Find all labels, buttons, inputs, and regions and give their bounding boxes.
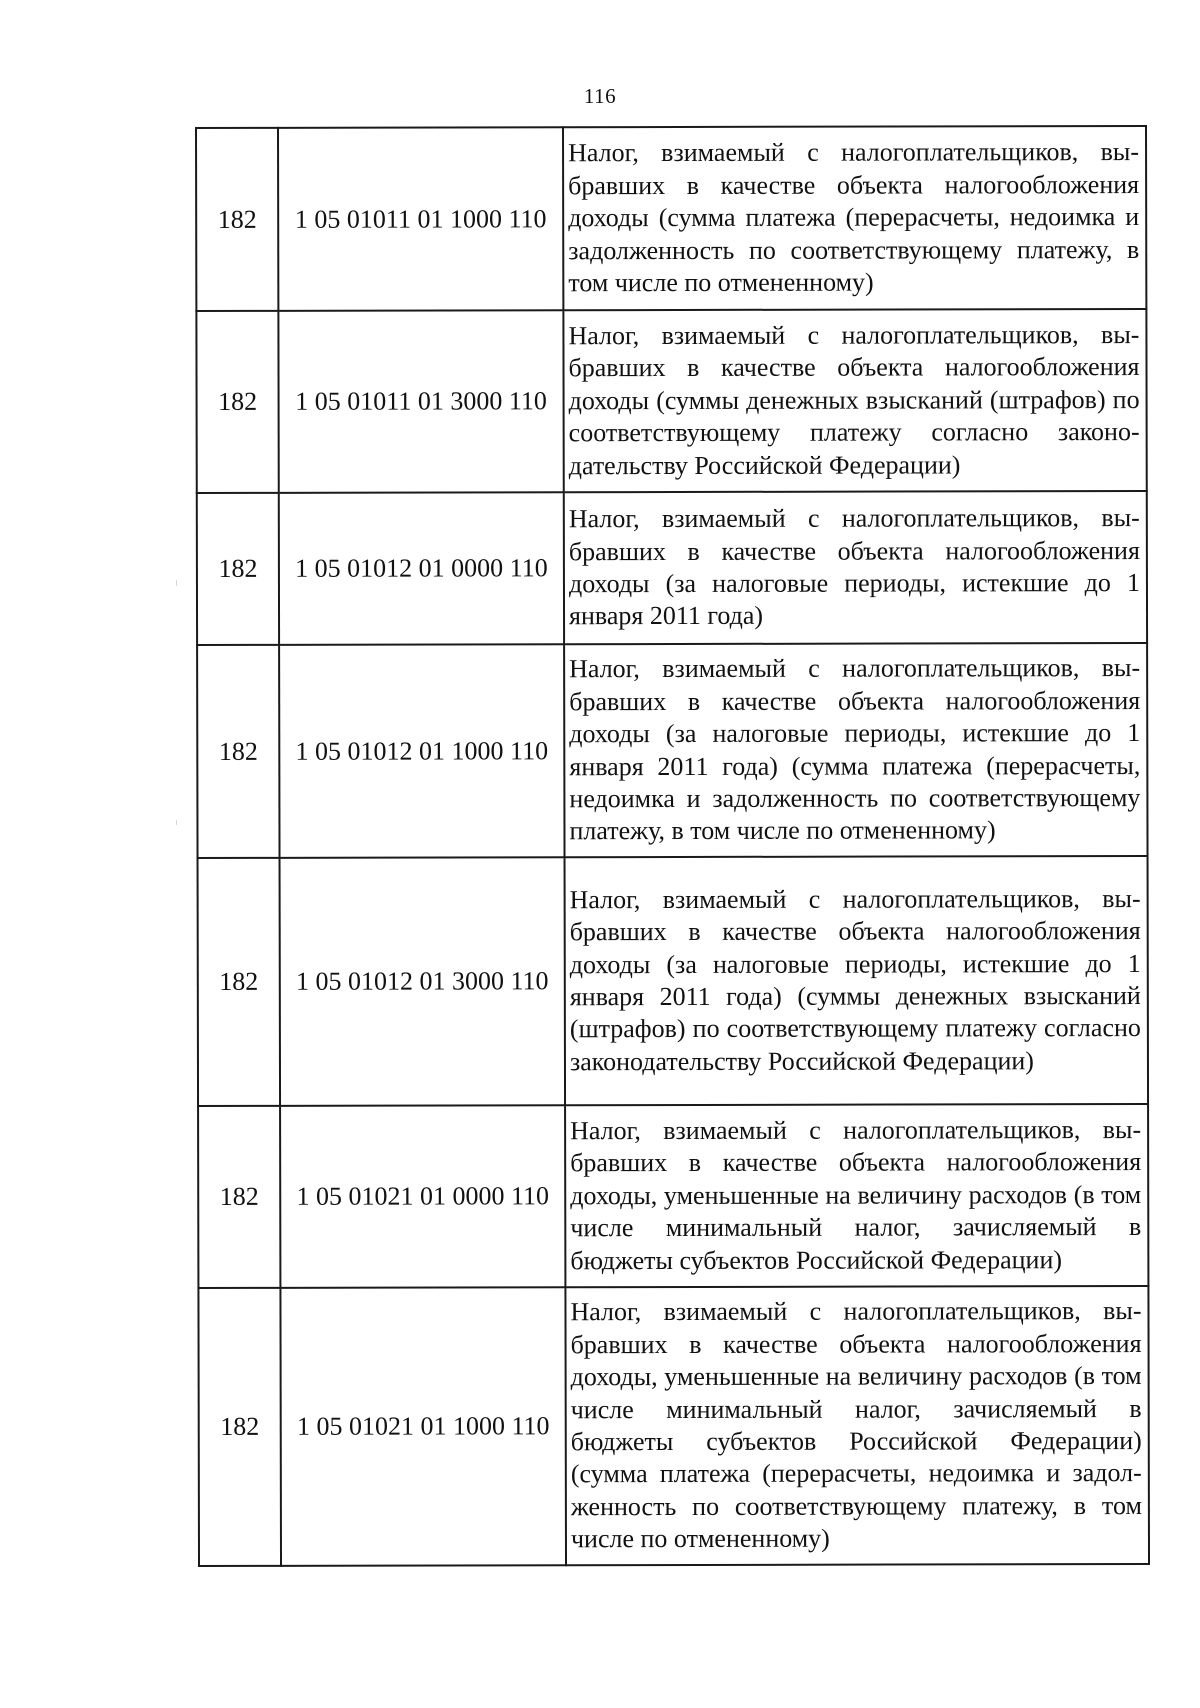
budget-code-cell: 1 05 01011 01 3000 110 [278,310,563,493]
table-row [198,1104,1148,1288]
budget-code-cell: 1 05 01011 01 1000 110 [278,127,563,311]
description-cell: Налог, взимаемый с налогоплательщиков, выбравших в качестве объекта налогообложения доходы (сумма платежа (перерасчеты, недоимка и задолженность по соответствующему платежу, в том числе по отмененному) [563,126,1146,310]
scan-artifact-line [176,820,177,825]
budget-code-cell: 1 05 01012 01 3000 110 [280,857,566,1106]
admin-code-cell: 182 [198,1288,281,1566]
description-cell: Налог, взимаемый с налогоплательщиков, выбравших в качестве объекта налогообложения доходы (за налоговые периоды, истекшие до 1 января 2011 года) [564,491,1147,644]
description-cell: Налог, взимаемый с налогоплательщиков, выбравших в качестве объекта налогообложения доходы (за налоговые периоды, истекшие до 1 января 2011 года) (сумма платежа (перерасчеты, недоимка и задолженность по соответствующему платежу, в том числе по отмененному) [564,643,1147,857]
admin-code-cell: 182 [197,493,279,645]
budget-code-cell: 1 05 01021 01 0000 110 [280,1105,565,1288]
admin-code-cell: 182 [198,1106,280,1288]
budget-code-cell: 1 05 01012 01 0000 110 [279,492,564,645]
page-number: 116 [583,84,617,108]
admin-code-cell: 182 [197,645,279,858]
table-row [197,491,1147,645]
description-cell: Налог, взимаемый с налогоплательщиков, выбравших в качестве объекта налогообложения доходы (суммы денежных взысканий (штрафов) по соответствующему платежу согласно законодательству Российской Федерации) [563,309,1146,492]
table-row [196,126,1146,311]
revenue-codes-table [195,125,1150,1567]
description-cell: Налог, взимаемый с налогоплательщиков, выбравших в качестве объекта налогообложения доходы, уменьшенные на величину расходов (в том числе минимальный налог, зачисляемый в бюджеты субъектов Российской Федерации) [565,1104,1148,1287]
admin-code-cell: 182 [196,128,278,311]
table-row [197,643,1147,858]
scan-artifact-line [176,580,177,586]
admin-code-cell: 182 [196,311,278,493]
description-cell: Налог, взимаемый с налогоплательщиков, выбравших в качестве объекта налогообложения доходы (за налоговые периоды, истекшие до 1 января 2011 года) (суммы денежных взысканий (штрафов) по соответствующему платежу согласно законодательству Российской Федерации) [565,856,1149,1105]
budget-code-cell: 1 05 01021 01 1000 110 [280,1287,566,1566]
budget-code-cell: 1 05 01012 01 1000 110 [279,644,564,858]
description-cell: Налог, взимаемый с налогоплательщиков, выбравших в качестве объекта налогообложения доходы, уменьшенные на величину расходов (в том числе минимальный налог, зачисляемый в бюджеты субъектов Российской Федерации) (сумма платежа (перерасчеты, недоимка и задолженность по соответствующему платежу, в том числе по отмененному) [565,1286,1149,1565]
table-row [198,856,1149,1106]
admin-code-cell: 182 [198,858,281,1106]
table-row [196,309,1146,493]
table-row [198,1286,1149,1566]
